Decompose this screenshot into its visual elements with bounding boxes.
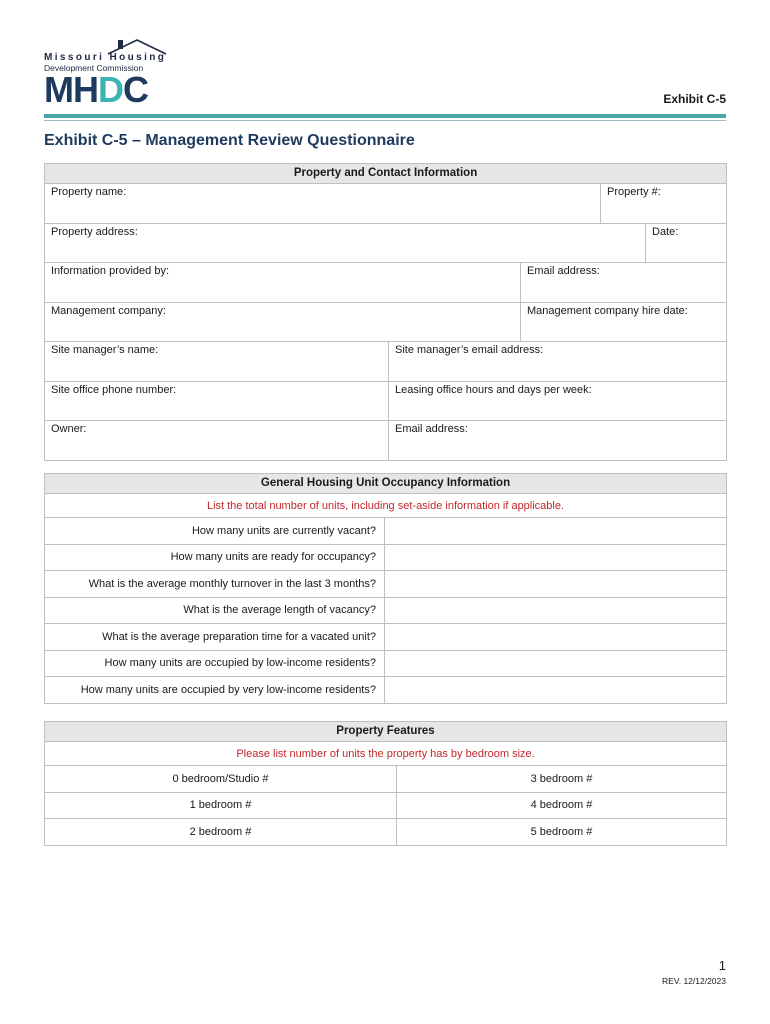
question-label: How many units are ready for occupancy?	[45, 544, 385, 571]
management-hire-date-field[interactable]: Management company hire date:	[521, 302, 727, 342]
site-manager-name-field[interactable]: Site manager’s name:	[45, 342, 389, 382]
header-rule-thin	[44, 120, 726, 121]
answer-field[interactable]	[385, 624, 727, 651]
answer-field[interactable]	[385, 544, 727, 571]
leasing-office-hours-field[interactable]: Leasing office hours and days per week:	[389, 381, 727, 421]
revision-date: REV. 12/12/2023	[662, 976, 726, 986]
property-number-field[interactable]: Property #:	[601, 184, 727, 224]
bedroom-count-field[interactable]: 2 bedroom #	[45, 819, 397, 846]
question-label: How many units are occupied by very low-income residents?	[45, 677, 385, 704]
answer-field[interactable]	[385, 677, 727, 704]
answer-field[interactable]	[385, 571, 727, 598]
answer-field[interactable]	[385, 518, 727, 545]
property-features-table	[44, 721, 727, 846]
answer-field[interactable]	[385, 597, 727, 624]
bedroom-count-field[interactable]: 4 bedroom #	[397, 792, 727, 819]
question-label: What is the average length of vacancy?	[45, 597, 385, 624]
page-number: 1	[718, 958, 726, 973]
question-label: What is the average preparation time for a vacated unit?	[45, 624, 385, 651]
answer-field[interactable]	[385, 650, 727, 677]
bedroom-count-field[interactable]: 3 bedroom #	[397, 766, 727, 793]
bedroom-count-field[interactable]: 5 bedroom #	[397, 819, 727, 846]
management-company-field[interactable]: Management company:	[45, 302, 521, 342]
occupancy-heading: General Housing Unit Occupancy Information	[45, 474, 727, 494]
exhibit-tag: Exhibit C-5	[663, 92, 726, 106]
contact-info-table	[44, 163, 727, 461]
bedroom-count-field[interactable]: 1 bedroom #	[45, 792, 397, 819]
logo-wordmark: MHDC	[44, 69, 148, 110]
features-heading: Property Features	[45, 722, 727, 742]
bedroom-count-field[interactable]: 0 bedroom/Studio #	[45, 766, 397, 793]
page-title: Exhibit C-5 – Management Review Questionnaire	[44, 132, 415, 149]
logo-line-1: Missouri Housing	[44, 52, 167, 63]
question-label: What is the average monthly turnover in the last 3 months?	[45, 571, 385, 598]
email-address-field[interactable]: Email address:	[521, 263, 727, 303]
question-label: How many units are currently vacant?	[45, 518, 385, 545]
question-label: How many units are occupied by low-income residents?	[45, 650, 385, 677]
property-address-field[interactable]: Property address:	[45, 223, 646, 263]
site-manager-email-field[interactable]: Site manager’s email address:	[389, 342, 727, 382]
owner-email-field[interactable]: Email address:	[389, 421, 727, 461]
header-rule	[44, 114, 726, 118]
logo-line-2: Development Commission	[44, 63, 144, 73]
owner-field[interactable]: Owner:	[45, 421, 389, 461]
property-name-field[interactable]: Property name:	[45, 184, 601, 224]
mhdc-logo	[44, 38, 169, 108]
contact-info-heading: Property and Contact Information	[45, 164, 727, 184]
occupancy-instruction: List the total number of units, including set-aside information if applicable.	[45, 494, 727, 518]
info-provided-by-field[interactable]: Information provided by:	[45, 263, 521, 303]
occupancy-table	[44, 473, 727, 704]
site-office-phone-field[interactable]: Site office phone number:	[45, 381, 389, 421]
date-field[interactable]: Date:	[646, 223, 727, 263]
features-instruction: Please list number of units the property has by bedroom size.	[45, 742, 727, 766]
